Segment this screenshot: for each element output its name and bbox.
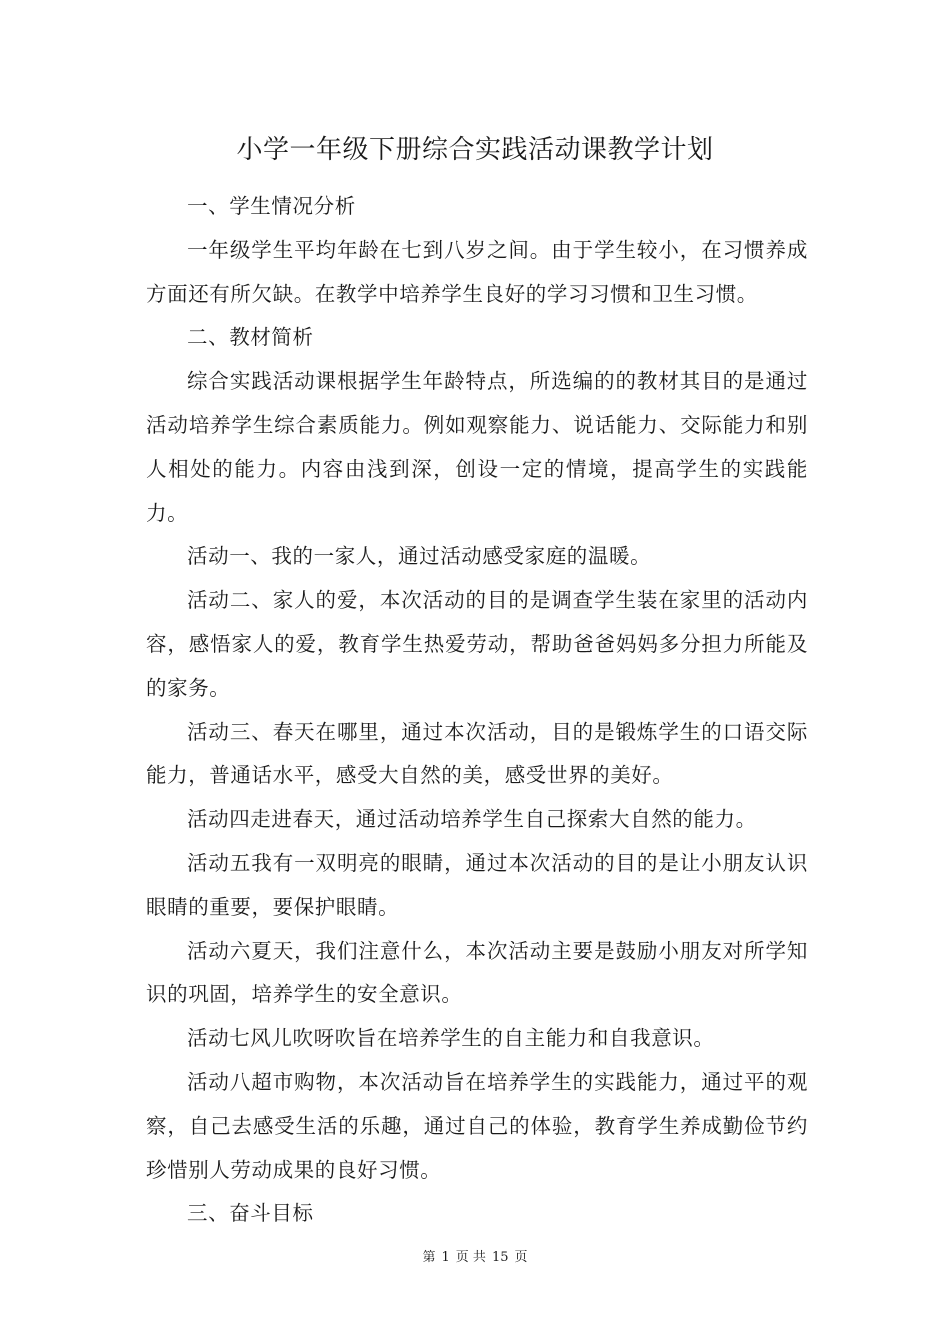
document-body	[146, 185, 808, 1236]
activity-item: 活动三、春天在哪里，通过本次活动，目的是锻炼学生的口语交际能力，普通话水平，感受大自然的美，感受世界的美好。	[146, 719, 808, 788]
activity-item: 活动七风儿吹呀吹旨在培养学生的自主能力和自我意识。	[187, 1026, 715, 1051]
footer-current-page: 1	[441, 1250, 450, 1265]
footer-suffix: 页	[514, 1250, 528, 1265]
section-heading-student-analysis: 一、学生情况分析	[187, 194, 356, 218]
section-heading-goals: 三、奋斗目标	[187, 1201, 314, 1226]
paragraph: 一年级学生平均年龄在七到八岁之间。由于学生较小，在习惯养成方面还有所欠缺。在教学中培养学生良好的学习习惯和卫生习惯。	[146, 237, 808, 306]
footer-middle: 页 共	[455, 1250, 486, 1265]
activity-item: 活动四走进春天，通过活动培养学生自己探索大自然的能力。	[187, 807, 757, 832]
activity-item: 活动一、我的一家人，通过活动感受家庭的温暖。	[187, 544, 652, 569]
footer-prefix: 第	[422, 1250, 436, 1265]
footer-total-pages: 15	[491, 1250, 509, 1265]
activity-item: 活动二、家人的爱，本次活动的目的是调查学生装在家里的活动内容，感悟家人的爱，教育学生热爱劳动，帮助爸爸妈妈多分担力所能及的家务。	[146, 588, 808, 700]
paragraph: 综合实践活动课根据学生年龄特点，所选编的的教材其目的是通过活动培养学生综合素质能力。例如观察能力、说话能力、交际能力和别人相处的能力。内容由浅到深，创设一定的情境，提高学生的实践能力。	[146, 369, 808, 525]
document-title: 小学一年级下册综合实践活动课教学计划	[236, 135, 714, 165]
activity-item: 活动六夏天，我们注意什么，本次活动主要是鼓励小朋友对所学知识的巩固，培养学生的安全意识。	[146, 938, 808, 1007]
page-footer	[0, 1249, 950, 1267]
section-heading-textbook-analysis: 二、教材简析	[187, 325, 314, 350]
activity-item: 活动五我有一双明亮的眼睛，通过本次活动的目的是让小朋友认识眼睛的重要，要保护眼睛。	[146, 850, 808, 919]
activity-item: 活动八超市购物，本次活动旨在培养学生的实践能力，通过平的观察，自己去感受生活的乐趣，通过自己的体验，教育学生养成勤俭节约珍惜别人劳动成果的良好习惯。	[146, 1069, 808, 1182]
